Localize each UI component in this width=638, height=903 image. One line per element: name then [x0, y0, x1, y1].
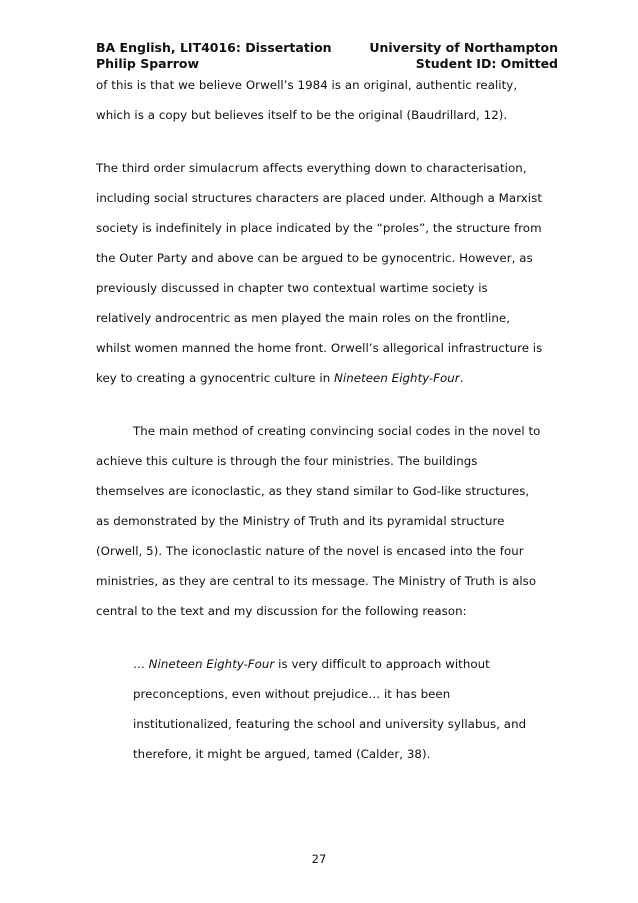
- text-line: The main method of creating convincing social codes in the novel to: [133, 424, 541, 438]
- quote-line: therefore, it might be argued, tamed (Calder, 38).: [133, 747, 431, 761]
- quote-line: [133, 656, 490, 672]
- text-line: of this is that we believe Orwell’s 1984 is an original, authentic reality,: [96, 78, 518, 92]
- text-line: ministries, as they are central to its message. The Ministry of Truth is also: [96, 574, 537, 588]
- text-line: achieve this culture is through the four ministries. The buildings: [96, 454, 478, 468]
- author-name: Philip Sparrow: [96, 56, 200, 71]
- book-title: Nineteen Eighty-Four: [148, 657, 275, 671]
- text-line: relatively androcentric as men played the main roles on the frontline,: [96, 311, 511, 325]
- text-line: themselves are iconoclastic, as they stand similar to God-like structures,: [96, 484, 530, 498]
- text-line: whilst women manned the home front. Orwell’s allegorical infrastructure is: [96, 341, 543, 355]
- header-row-2: [96, 56, 558, 72]
- page-number: 27: [311, 852, 327, 866]
- quote-line: institutionalized, featuring the school and university syllabus, and: [133, 717, 527, 731]
- text-segment: …: [133, 657, 149, 671]
- text-line: which is a copy but believes itself to be the original (Baudrillard, 12).: [96, 108, 508, 122]
- course-title: BA English, LIT4016: Dissertation: [96, 40, 332, 55]
- text-segment: .: [459, 371, 464, 385]
- institution-name: University of Northampton: [369, 40, 558, 55]
- text-line: society is indefinitely in place indicated by the “proles”, the structure from: [96, 221, 542, 235]
- text-line: the Outer Party and above can be argued to be gynocentric. However, as: [96, 251, 533, 265]
- text-segment: key to creating a gynocentric culture in: [96, 371, 335, 385]
- book-title: Nineteen Eighty-Four: [334, 371, 460, 385]
- page-header: [96, 40, 558, 72]
- text-line: including social structures characters are placed under. Although a Marxist: [96, 191, 543, 205]
- student-id: Student ID: Omitted: [415, 56, 558, 71]
- text-line: [96, 370, 464, 386]
- text-line: as demonstrated by the Ministry of Truth and its pyramidal structure: [96, 514, 505, 528]
- text-line: (Orwell, 5). The iconoclastic nature of the novel is encased into the four: [96, 544, 524, 558]
- quote-line: preconceptions, even without prejudice… it has been: [133, 687, 451, 701]
- text-line: previously discussed in chapter two contextual wartime society is: [96, 281, 488, 295]
- header-row-1: [96, 40, 558, 56]
- text-line: The third order simulacrum affects everything down to characterisation,: [96, 161, 527, 175]
- text-line: central to the text and my discussion for the following reason:: [96, 604, 467, 618]
- text-segment: is very difficult to approach without: [274, 657, 490, 671]
